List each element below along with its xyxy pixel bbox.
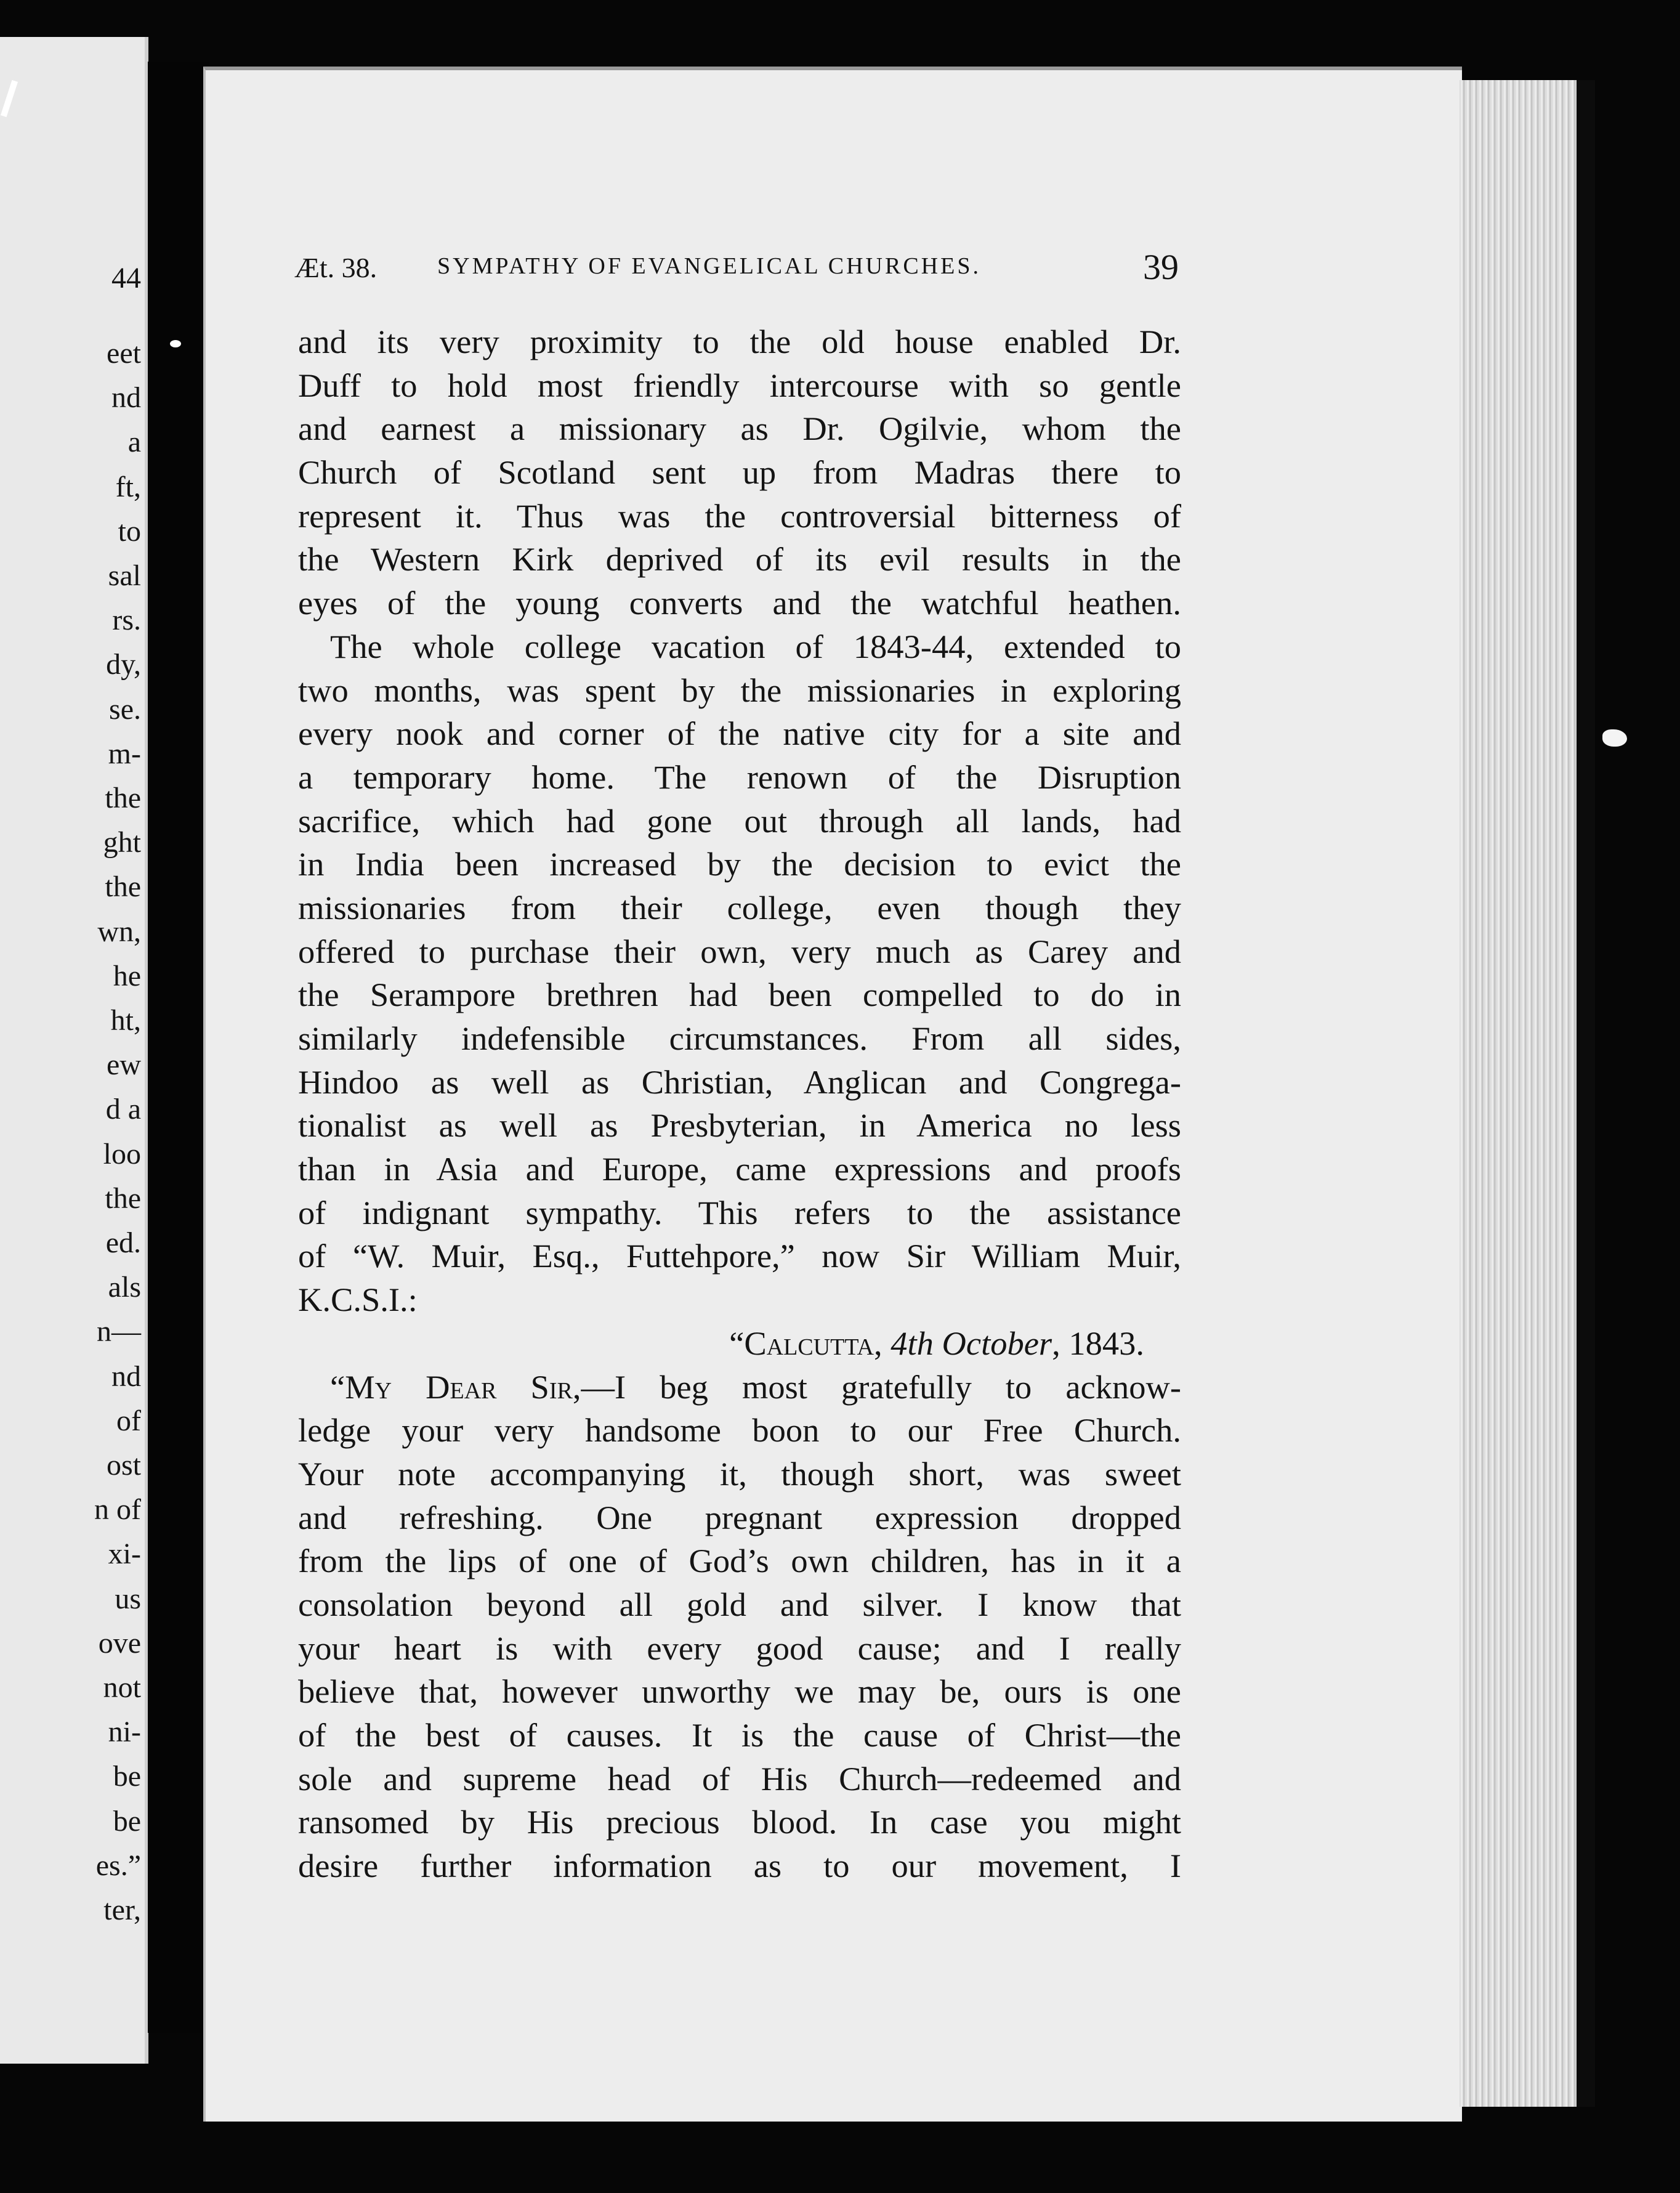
text-line: the Western Kirk deprived of its evil results in the (298, 540, 1181, 578)
left-page-fragment: rs. (112, 604, 141, 637)
scan-speck (170, 340, 181, 347)
paragraph-2 (298, 625, 1181, 1322)
left-page-fragment: ni- (108, 1716, 141, 1749)
left-page-fragment: sal (108, 559, 141, 592)
text-line: K.C.S.I.: (298, 1281, 418, 1319)
left-page-fragment: ew (107, 1048, 141, 1082)
header-title: SYMPATHY OF EVANGELICAL CHURCHES. (437, 253, 981, 279)
letter-salutation: “My Dear Sir, (330, 1368, 581, 1406)
left-page-fragment: us (115, 1582, 141, 1615)
text-line: of indignant sympathy. This refers to the assistance (298, 1193, 1181, 1231)
left-page-fragment: the (105, 1182, 141, 1215)
left-page-fragment: ove (98, 1626, 141, 1660)
left-page-fragment: nd (111, 381, 141, 415)
text-line: offered to purchase their own, very much as Carey and (298, 932, 1181, 970)
text-line: of “W. Muir, Esq., Futtehpore,” now Sir William Muir, (298, 1237, 1181, 1275)
left-page-fragment: m- (108, 737, 141, 770)
text-line: the Serampore brethren had been compelled to do in (298, 976, 1181, 1014)
left-page-fragment: wn, (97, 915, 141, 948)
left-page-fragment: als (108, 1271, 141, 1304)
left-page-fragment: d a (105, 1093, 141, 1126)
text-line: consolation beyond all gold and silver. I know that (298, 1585, 1181, 1623)
text-line: and refreshing. One pregnant expression dropped (298, 1498, 1181, 1536)
text-line: Your note accompanying it, though short, was sweet (298, 1454, 1181, 1493)
text-line: than in Asia and Europe, came expressions and proofs (298, 1150, 1181, 1188)
text-line: and earnest a missionary as Dr. Ogilvie, whom the (298, 410, 1181, 448)
text-line: The whole college vacation of 1843-44, extended to (330, 627, 1181, 665)
text-line: missionaries from their college, even though they (298, 888, 1181, 926)
left-page-fragment: 44 (111, 262, 141, 294)
text-line: sole and supreme head of His Church—redeemed and (298, 1759, 1181, 1798)
left-page-edge (0, 37, 148, 2064)
scan-speck (1602, 729, 1627, 747)
dateline-place: Calcutta (744, 1324, 874, 1362)
page-block-shadow (1577, 80, 1595, 2107)
left-page-fragment: to (118, 514, 141, 548)
header-age: Æt. 38. (294, 252, 378, 283)
left-page-fragment: nd (111, 1360, 141, 1393)
letter-dateline: “Calcutta, 4th October, 1843. (729, 1324, 1144, 1362)
text-line: represent it. Thus was the controversial bitterness of (298, 497, 1181, 535)
paragraph-3 (298, 1409, 1181, 1888)
left-page-fragment: the (105, 870, 141, 904)
left-page-fragment: a (127, 426, 141, 459)
page-block-edges (1460, 80, 1583, 2107)
left-page-fragment: be (113, 1804, 141, 1838)
text-line: Church of Scotland sent up from Madras there to (298, 453, 1181, 492)
letter-salutation-line: “My Dear Sir,—I beg most gratefully to acknow- (330, 1368, 1181, 1406)
body-text (298, 320, 1181, 1888)
left-page-fragment: ht, (110, 1004, 141, 1037)
left-page-fragment: he (113, 959, 141, 992)
text-line: every nook and corner of the native city for a site and (298, 715, 1181, 753)
paragraph-1 (298, 320, 1181, 625)
text-line: believe that, however unworthy we may be, ours is one (298, 1672, 1181, 1711)
left-page-fragment: ter, (103, 1894, 141, 1926)
text-line: eyes of the young converts and the watchful heathen. (298, 584, 1181, 622)
text-line: from the lips of one of God’s own children, has in it a (298, 1542, 1181, 1580)
left-page-fragment: xi- (108, 1538, 141, 1571)
text-line: of the best of causes. It is the cause of Christ—the (298, 1716, 1181, 1754)
text-line: sacrifice, which had gone out through all lands, had (298, 801, 1181, 840)
left-page-fragment: not (103, 1671, 141, 1704)
dateline-month: October (942, 1324, 1052, 1362)
running-header (294, 246, 1179, 296)
text-line: Hindoo as well as Christian, Anglican and Congrega- (298, 1063, 1181, 1101)
left-page-fragment: loo (103, 1137, 141, 1170)
left-page-fragment: ft, (115, 470, 141, 503)
left-page-fragment: n— (97, 1315, 141, 1348)
left-page-fragment: ost (106, 1449, 141, 1482)
text-line: tionalist as well as Presbyterian, in America no less (298, 1106, 1181, 1145)
text-line: desire further information as to our movement, I (298, 1847, 1181, 1885)
text-line: Duff to hold most friendly intercourse with so gentle (298, 366, 1181, 404)
page-number: 39 (1143, 247, 1179, 287)
text-line: ledge your very handsome boon to our Free Church. (298, 1411, 1181, 1449)
text-line: ransomed by His precious blood. In case you might (298, 1803, 1181, 1841)
text-line: your heart is with every good cause; and I really (298, 1629, 1181, 1667)
left-page-fragment: eet (107, 337, 141, 370)
left-page-fragment: of (116, 1404, 141, 1437)
left-page-fragment: dy, (106, 648, 141, 681)
text-line: in India been increased by the decision to evict the (298, 845, 1181, 883)
left-page-fragment: be (113, 1760, 141, 1793)
left-page-fragment: ed. (105, 1226, 141, 1259)
left-page-fragment: ght (103, 826, 141, 859)
left-page-fragment: se. (109, 692, 141, 726)
text-line: and its very proximity to the old house enabled Dr. (298, 323, 1181, 360)
text-line: a temporary home. The renown of the Disruption (298, 758, 1181, 796)
text-line: two months, was spent by the missionaries in exploring (298, 671, 1181, 709)
left-page-fragment: the (105, 782, 141, 814)
left-page-fragment: n of (94, 1493, 141, 1526)
text-line: similarly indefensible circumstances. From all sides, (298, 1019, 1181, 1057)
left-page-fragment: es.” (95, 1849, 141, 1882)
book-gutter (148, 62, 209, 2033)
